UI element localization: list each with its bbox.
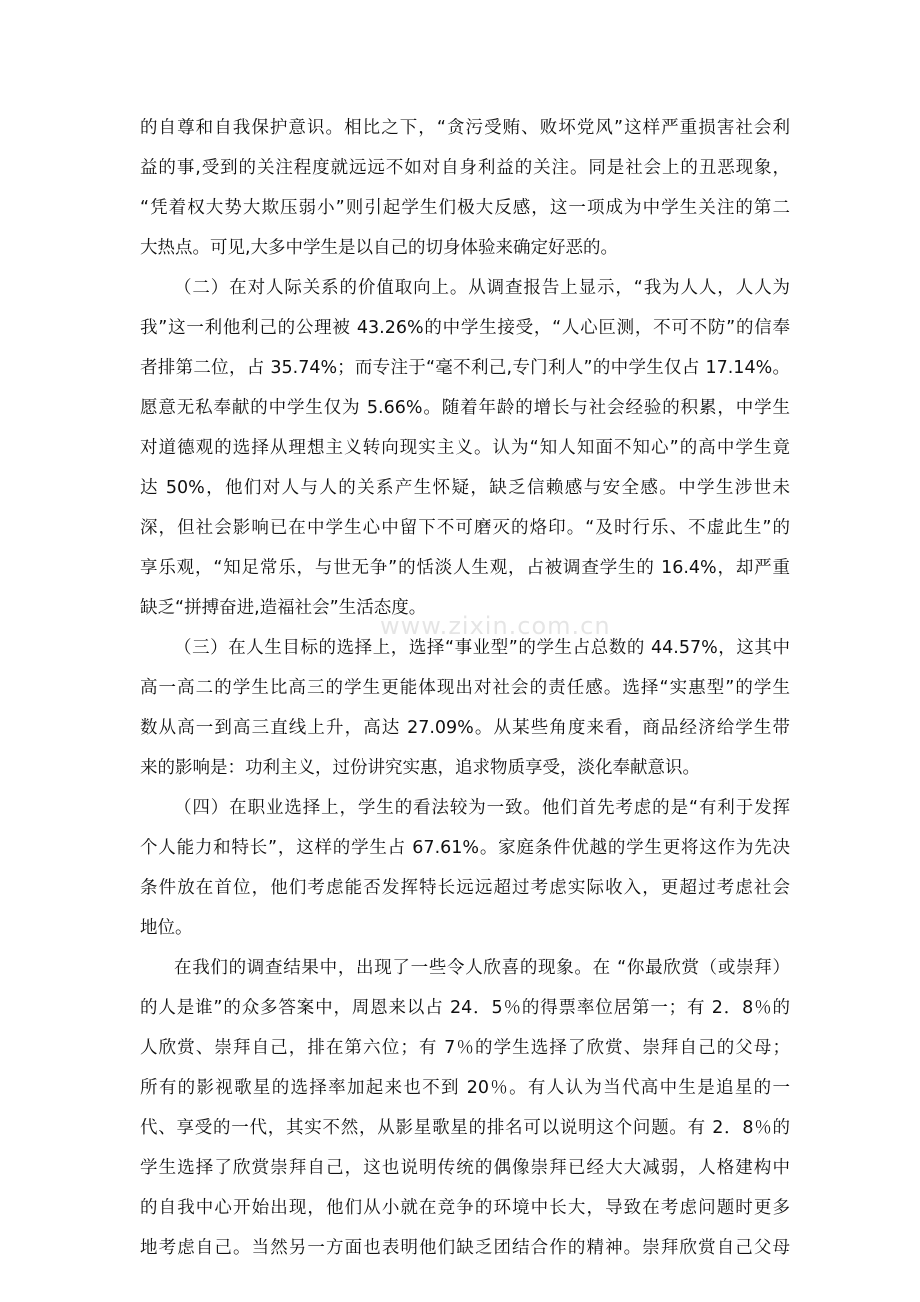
- text-line: “凭着权大势大欺压弱小”则引起学生们极大反感，这一项成为中学生关注的第二: [140, 198, 790, 218]
- text-line: 深，但社会影响已在中学生心中留下不可磨灭的烙印。“及时行乐、不虚此生”的: [140, 518, 790, 538]
- text-line: 我”这一利他利己的公理被 43.26%的中学生接受，“人心叵测，不可不防”的信奉: [140, 318, 790, 338]
- text-line: 享乐观，“知足常乐，与世无争”的恬淡人生观，占被调查学生的 16.4%，却严重: [140, 558, 790, 578]
- text-line: 的人是谁”的众多答案中，周恩来以占 24．5％的得票率位居第一；有 2．8％的: [140, 998, 790, 1018]
- text-line: 益的事,受到的关注程度就远远不如对自身利益的关注。同是社会上的丑恶现象，: [140, 158, 790, 178]
- body-text: [140, 108, 790, 1268]
- text-line: （四）在职业选择上，学生的看法较为一致。他们首先考虑的是“有利于发挥: [174, 798, 790, 818]
- text-line: 者排第二位，占 35.74%；而专注于“毫不利己,专门利人”的中学生仅占 17.14%。: [140, 358, 790, 378]
- text-line: 数从高一到高三直线上升，高达 27.09%。从某些角度来看，商品经济给学生带: [140, 718, 790, 738]
- text-line: 对道德观的选择从理想主义转向现实主义。认为“知人知面不知心”的高中学生竟: [140, 438, 790, 458]
- text-line: 达 50%，他们对人与人的关系产生怀疑，缺乏信赖感与安全感。中学生涉世未: [140, 478, 790, 498]
- text-line: 来的影响是：功利主义，过份讲究实惠，追求物质享受，淡化奉献意识。: [140, 758, 700, 778]
- text-line: 在我们的调查结果中，出现了一些令人欣喜的现象。在 “你最欣赏（或崇拜）: [174, 958, 790, 978]
- text-line: 所有的影视歌星的选择率加起来也不到 20％。有人认为当代高中生是追星的一: [140, 1078, 790, 1098]
- text-line: 高一高二的学生比高三的学生更能体现出对社会的责任感。选择“实惠型”的学生: [140, 678, 790, 698]
- text-line: 学生选择了欣赏崇拜自己，这也说明传统的偶像崇拜已经大大减弱，人格建构中: [140, 1158, 790, 1178]
- text-line: 人欣赏、崇拜自己，排在第六位；有 7％的学生选择了欣赏、崇拜自己的父母；: [140, 1038, 790, 1058]
- text-line: 缺乏“拼搏奋进,造福社会”生活态度。: [140, 598, 427, 618]
- watermark: www.zixin.com.cn: [380, 612, 611, 640]
- text-line: 的自我中心开始出现，他们从小就在竞争的环境中长大，导致在考虑问题时更多: [140, 1198, 790, 1218]
- text-line: 大热点。可见,大多中学生是以自己的切身体验来确定好恶的。: [140, 238, 619, 258]
- text-line: 地位。: [140, 918, 193, 938]
- text-line: 条件放在首位，他们考虑能否发挥特长远远超过考虑实际收入，更超过考虑社会: [140, 878, 790, 898]
- text-line: （三）在人生目标的选择上，选择“事业型”的学生占总数的 44.57%，这其中: [174, 638, 790, 658]
- text-line: 地考虑自己。当然另一方面也表明他们缺乏团结合作的精神。崇拜欣赏自己父母: [140, 1238, 790, 1258]
- text-line: 个人能力和特长”，这样的学生占 67.61%。家庭条件优越的学生更将这作为先决: [140, 838, 790, 858]
- text-line: 愿意无私奉献的中学生仅为 5.66%。随着年龄的增长与社会经验的积累，中学生: [140, 398, 790, 418]
- text-line: 代、享受的一代，其实不然，从影星歌星的排名可以说明这个问题。有 2．8％的: [140, 1118, 790, 1138]
- text-line: （二）在对人际关系的价值取向上。从调查报告上显示，“我为人人，人人为: [174, 278, 790, 298]
- text-line: 的自尊和自我保护意识。相比之下，“贪污受贿、败坏党风”这样严重损害社会利: [140, 118, 790, 138]
